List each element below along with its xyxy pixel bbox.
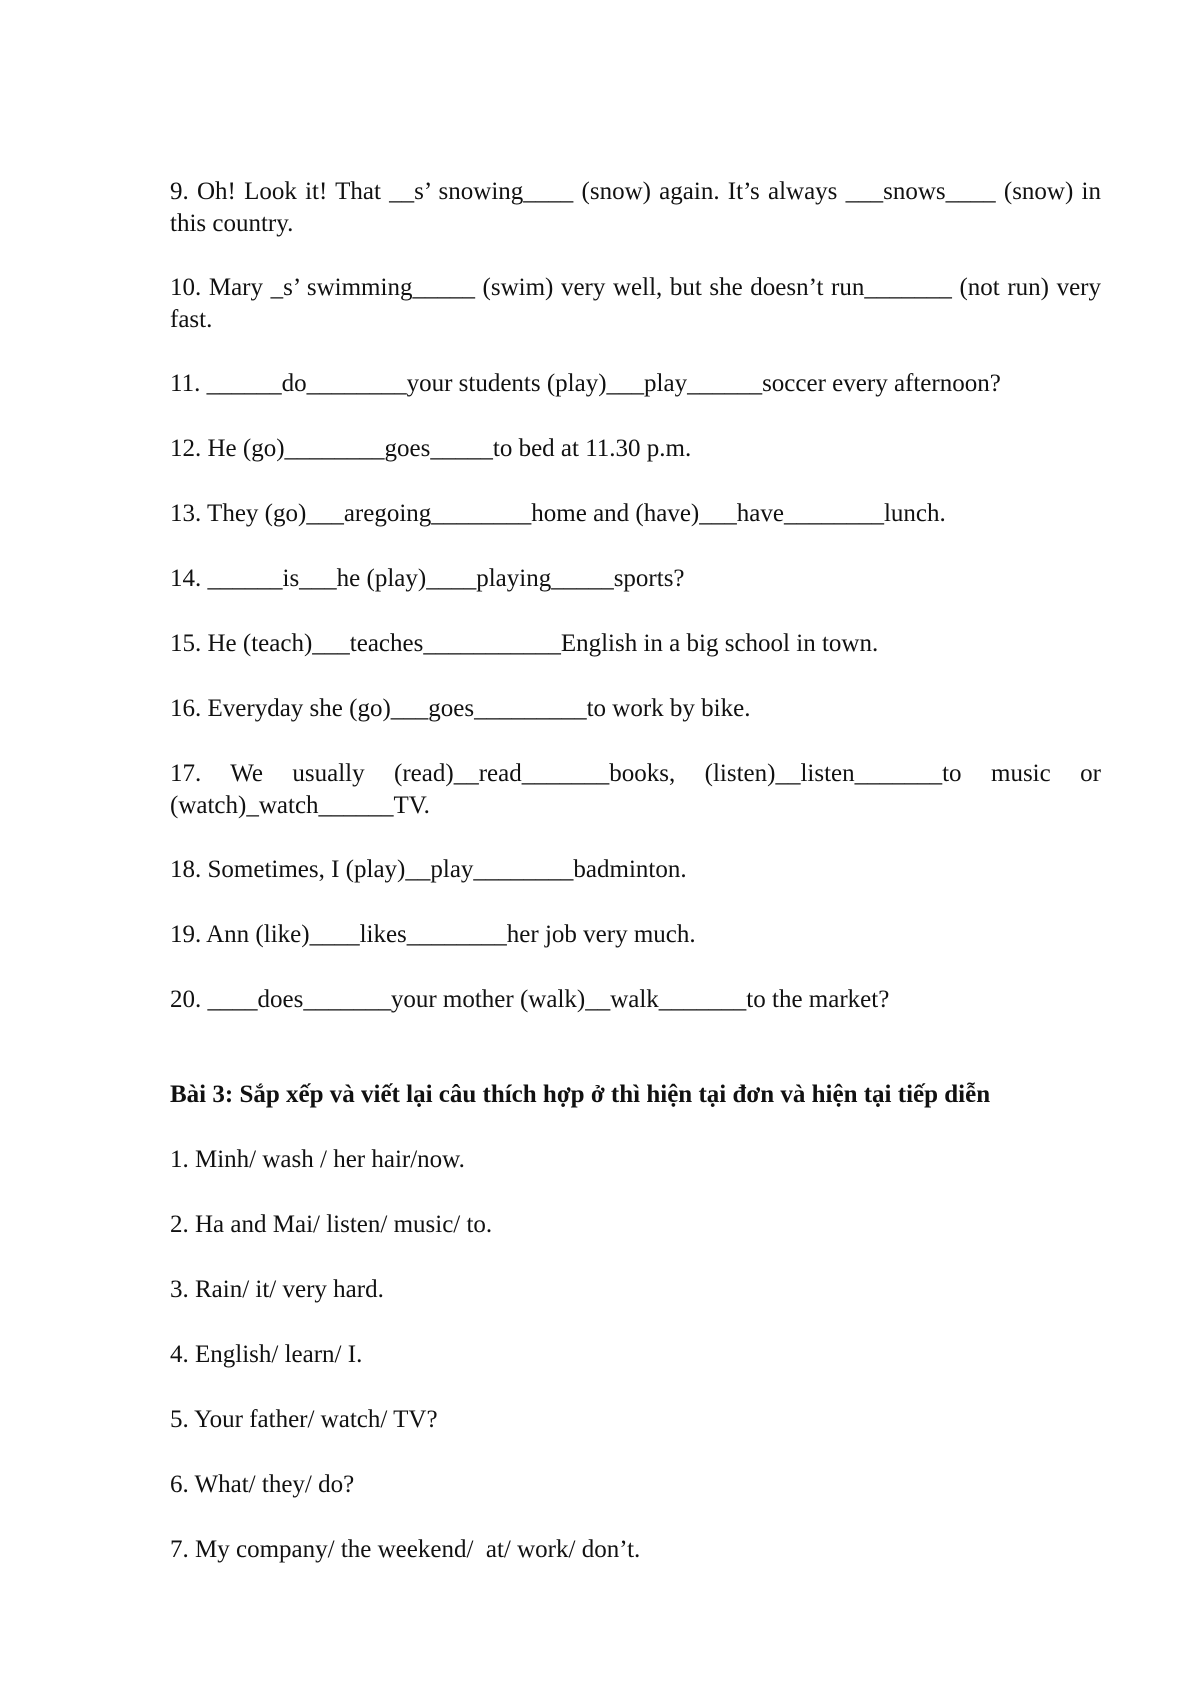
exercise-2-list	[170, 176, 1108, 1016]
exercise-item-20: 20. ____does_______your mother (walk)__walk_______to the market?	[170, 986, 890, 1013]
sentence-item-4: 4. English/ learn/ I.	[170, 1341, 363, 1368]
exercise-item-16: 16. Everyday she (go)___goes_________to work by bike.	[170, 695, 751, 722]
exercise-item-13: 13. They (go)___aregoing________home and (have)___have________lunch.	[170, 500, 946, 527]
exercise-item-19: 19. Ann (like)____likes________her job very much.	[170, 921, 696, 948]
sentence-item-5: 5. Your father/ watch/ TV?	[170, 1406, 438, 1433]
section-heading: Bài 3: Sắp xếp và viết lại câu thích hợp ở thì hiện tại đơn và hiện tại tiếp diễn	[170, 1081, 991, 1108]
exercise-item-15: 15. He (teach)___teaches___________English in a big school in town.	[170, 630, 879, 657]
exercise-item-17: 17. We usually (read)__read_______books, (listen)__listen_______to music or (watch)_watch______TV.	[170, 760, 1108, 819]
sentence-item-2: 2. Ha and Mai/ listen/ music/ to.	[170, 1211, 493, 1238]
document-page	[170, 176, 1108, 1599]
sentence-item-6: 6. What/ they/ do?	[170, 1471, 355, 1498]
exercise-item-10: 10. Mary _s’ swimming_____ (swim) very well, but she doesn’t run_______ (not run) very fast.	[170, 274, 1108, 333]
sentence-item-7: 7. My company/ the weekend/ at/ work/ don’t.	[170, 1536, 641, 1563]
exercise-item-9: 9. Oh! Look it! That __s’ snowing____ (snow) again. It’s always ___snows____ (snow) in this country.	[170, 178, 1108, 237]
sentence-item-1: 1. Minh/ wash / her hair/now.	[170, 1146, 465, 1173]
exercise-item-11: 11. ______do________your students (play)___play______soccer every afternoon?	[170, 370, 1001, 397]
exercise-item-18: 18. Sometimes, I (play)__play________badminton.	[170, 856, 687, 883]
sentence-item-3: 3. Rain/ it/ very hard.	[170, 1276, 384, 1303]
exercise-item-12: 12. He (go)________goes_____to bed at 11.30 p.m.	[170, 435, 692, 462]
exercise-3-section	[170, 1079, 1101, 1566]
exercise-item-14: 14. ______is___he (play)____playing_____sports?	[170, 565, 685, 592]
